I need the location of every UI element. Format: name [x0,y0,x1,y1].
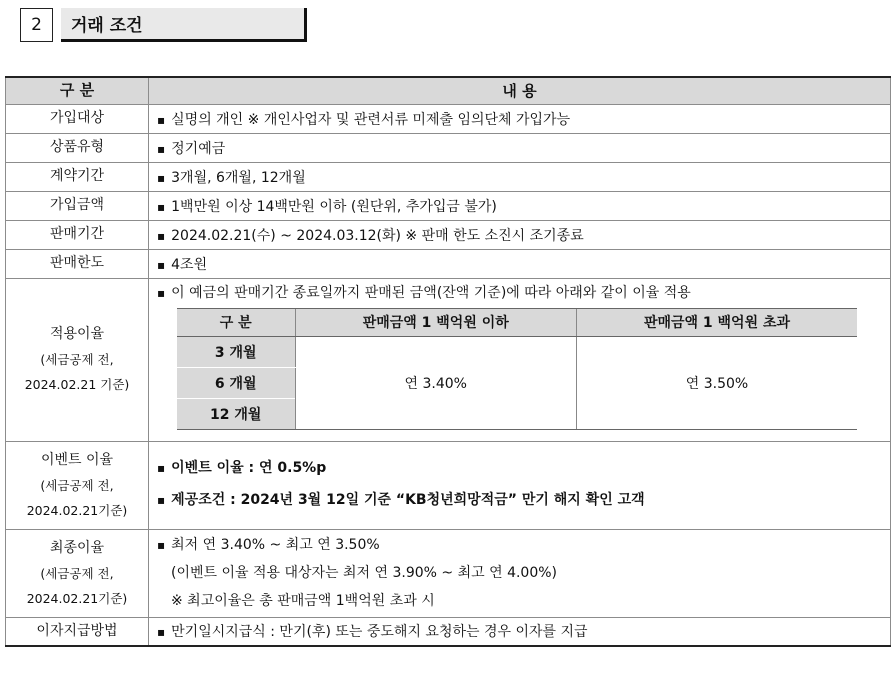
row-sublabel: 2024.02.21기준) [26,590,128,606]
row-value: ▪ 정기예금 [157,141,225,157]
row-sublabel: (세금공제 전, [40,352,114,367]
rate-header-high: 판매금액 1 백억원 초과 [576,308,857,336]
row-label: 판매기간 [6,220,149,249]
table-row-event-rate [6,441,891,529]
rate-header-category: 구 분 [177,308,295,336]
table-row-applied-rate [6,278,891,441]
section-header [20,8,307,42]
table-row [6,104,891,133]
row-label: 판매한도 [6,249,149,278]
rate-period: 6 개월 [177,367,295,398]
row-label-block [6,529,149,617]
row-label: 적용이율 [49,326,105,342]
event-condition-line: ▪ 제공조건 : 2024년 3월 12일 기준 “KB청년희망적금” 만기 해지 확인 고객 [157,483,890,517]
rate-row [177,336,857,367]
event-rate-line: ▪ 이벤트 이율 : 연 0.5%p [157,453,890,483]
row-label: 가입대상 [6,104,149,133]
row-label-block [6,278,149,441]
header-category: 구 분 [6,77,149,104]
table-row-final-rate [6,529,891,617]
rate-high-value: 연 3.50% [576,336,857,429]
row-label: 상품유형 [6,133,149,162]
row-value: ▪ 실명의 개인 ※ 개인사업자 및 관련서류 미제출 임의단체 가입가능 [157,112,570,128]
section-number: 2 [20,8,53,42]
rate-intro: ▪ 이 예금의 판매기간 종료일까지 판매된 금액(잔액 기준)에 따라 아래와 같이 이율 적용 [157,282,890,304]
table-row [6,220,891,249]
row-sublabel: (세금공제 전, [40,477,114,493]
table-row [6,617,891,646]
section-title: 거래 조건 [61,8,307,42]
table-header-row [6,77,891,104]
row-label: 이자지급방법 [6,617,149,646]
row-sublabel: (세금공제 전, [40,565,114,581]
row-sublabel: 2024.02.21기준) [26,502,128,518]
row-label: 가입금액 [6,191,149,220]
row-value: ▪ 2024.02.21(수) ~ 2024.03.12(화) ※ 판매 한도 소진시 조기종료 [157,228,584,244]
row-value: ▪ 3개월, 6개월, 12개월 [157,170,306,186]
row-value: ▪ 1백만원 이상 14백만원 이하 (원단위, 추가입금 불가) [157,199,497,215]
rate-header-low: 판매금액 1 백억원 이하 [295,308,576,336]
rate-table-header [177,308,857,336]
rate-period: 12 개월 [177,398,295,429]
table-row [6,249,891,278]
row-label-block [6,441,149,529]
table-row [6,133,891,162]
rate-table [177,308,857,430]
row-label: 이벤트 이율 [40,451,114,468]
rate-period: 3 개월 [177,336,295,367]
row-value: ▪ 만기일시지급식 : 만기(후) 또는 중도해지 요청하는 경우 이자를 지급 [157,624,588,640]
terms-table [5,76,891,647]
final-rate-note: ※ 최고이율은 총 판매금액 1백억원 초과 시 [171,593,435,609]
header-content: 내 용 [149,77,891,104]
final-rate-line: ▪ 최저 연 3.40% ~ 최고 연 3.50% [157,531,890,559]
row-value: ▪ 4조원 [157,257,207,273]
row-label: 최종이율 [49,539,105,556]
row-sublabel: 2024.02.21 기준) [24,377,130,392]
rate-low-value: 연 3.40% [295,336,576,429]
row-label: 계약기간 [6,162,149,191]
final-rate-event-line: (이벤트 이율 적용 대상자는 최저 연 3.90% ~ 최고 연 4.00%) [171,565,558,581]
table-row [6,191,891,220]
table-row [6,162,891,191]
